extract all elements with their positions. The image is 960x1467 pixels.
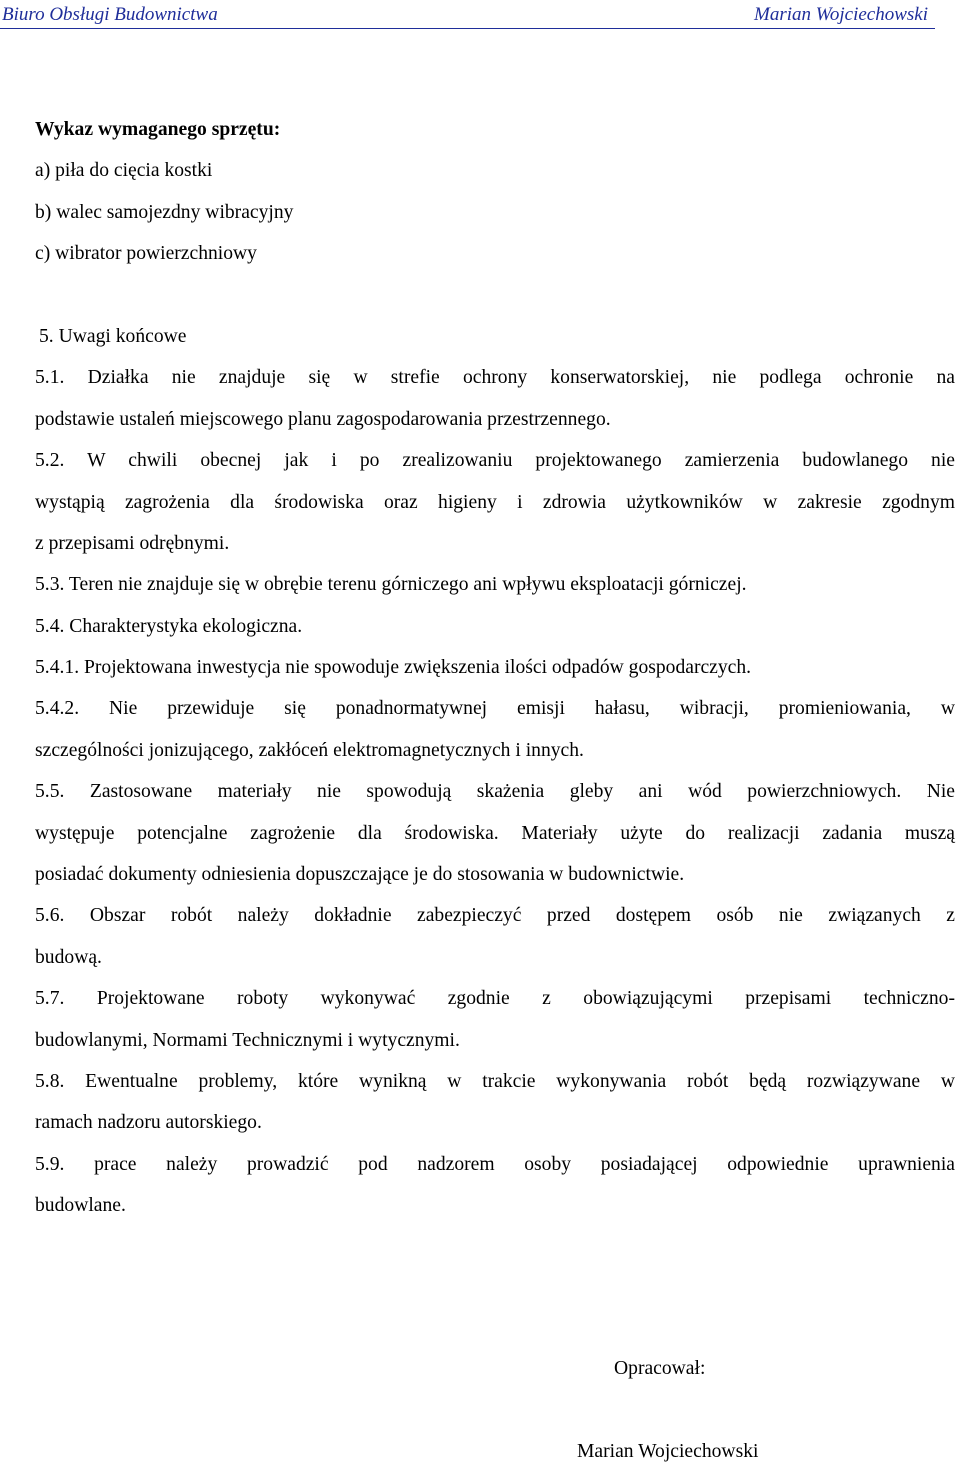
paragraph-line: 5.6. Obszar robót należy dokładnie zabezpieczyć przed dostępem osób nie związanych z [35,905,955,927]
paragraph-line: szczególności jonizującego, zakłóceń elektromagnetycznych i innych. [35,739,584,761]
page-header [0,0,960,30]
equipment-item: b) walec samojezdny wibracyjny [35,201,294,223]
paragraph-line: 5.3. Teren nie znajduje się w obrębie terenu górniczego ani wpływu eksploatacji górniczej. [35,574,747,596]
paragraph-line: z przepisami odrębnymi. [35,532,230,554]
header-divider [0,28,935,29]
paragraph-line: budowlane. [35,1195,126,1217]
paragraph-line: 5.1. Działka nie znajduje się w strefie ochrony konserwatorskiej, nie podlega ochronie na [35,367,955,389]
paragraph-line: 5.9. prace należy prowadzić pod nadzorem osoby posiadającej odpowiednie uprawnienia [35,1153,955,1175]
paragraph-line: posiadać dokumenty odniesienia dopuszczające je do stosowania w budownictwie. [35,864,685,886]
section-heading: 5. Uwagi końcowe [39,325,187,347]
paragraph-line: 5.2. W chwili obecnej jak i po zrealizowaniu projektowanego zamierzenia budowlanego nie [35,450,955,472]
paragraph-line: 5.8. Ewentualne problemy, które wynikną w trakcie wykonywania robót będą rozwiązywane w [35,1070,955,1092]
paragraph-line: występuje potencjalne zagrożenie dla środowiska. Materiały użyte do realizacji zadania muszą [35,822,955,844]
paragraph-line: 5.7. Projektowane roboty wykonywać zgodnie z obowiązującymi przepisami techniczno- [35,988,955,1010]
equipment-item: c) wibrator powierzchniowy [35,243,257,265]
paragraph-line: 5.4.1. Projektowana inwestycja nie spowoduje zwiększenia ilości odpadów gospodarczych. [35,657,752,679]
paragraph-line: budową. [35,946,102,968]
signature-name: Marian Wojciechowski [577,1441,759,1462]
paragraph-line: wystąpią zagrożenia dla środowiska oraz higieny i zdrowia użytkowników w zakresie zgodnym [35,491,955,513]
header-author: Marian Wojciechowski [754,4,928,25]
paragraph-line: 5.4.2. Nie przewiduje się ponadnormatywnej emisji hałasu, wibracji, promieniowania, w [35,698,955,720]
paragraph-line: podstawie ustaleń miejscowego planu zagospodarowania przestrzennego. [35,408,611,430]
spacer [35,275,955,316]
document-body [35,109,955,1227]
paragraph-line: ramach nadzoru autorskiego. [35,1112,262,1134]
equipment-item: a) piła do cięcia kostki [35,160,213,182]
paragraph-line: budowlanymi, Normami Technicznymi i wytycznymi. [35,1029,460,1051]
equipment-heading: Wykaz wymaganego sprzętu: [35,119,281,140]
paragraph-line: 5.4. Charakterystyka ekologiczna. [35,615,303,637]
header-company: Biuro Obsługi Budownictwa [2,4,218,25]
paragraph-line: 5.5. Zastosowane materiały nie spowodują skażenia gleby ani wód powierzchniowych. Nie [35,781,955,803]
signature-label: Opracował: [614,1358,706,1379]
